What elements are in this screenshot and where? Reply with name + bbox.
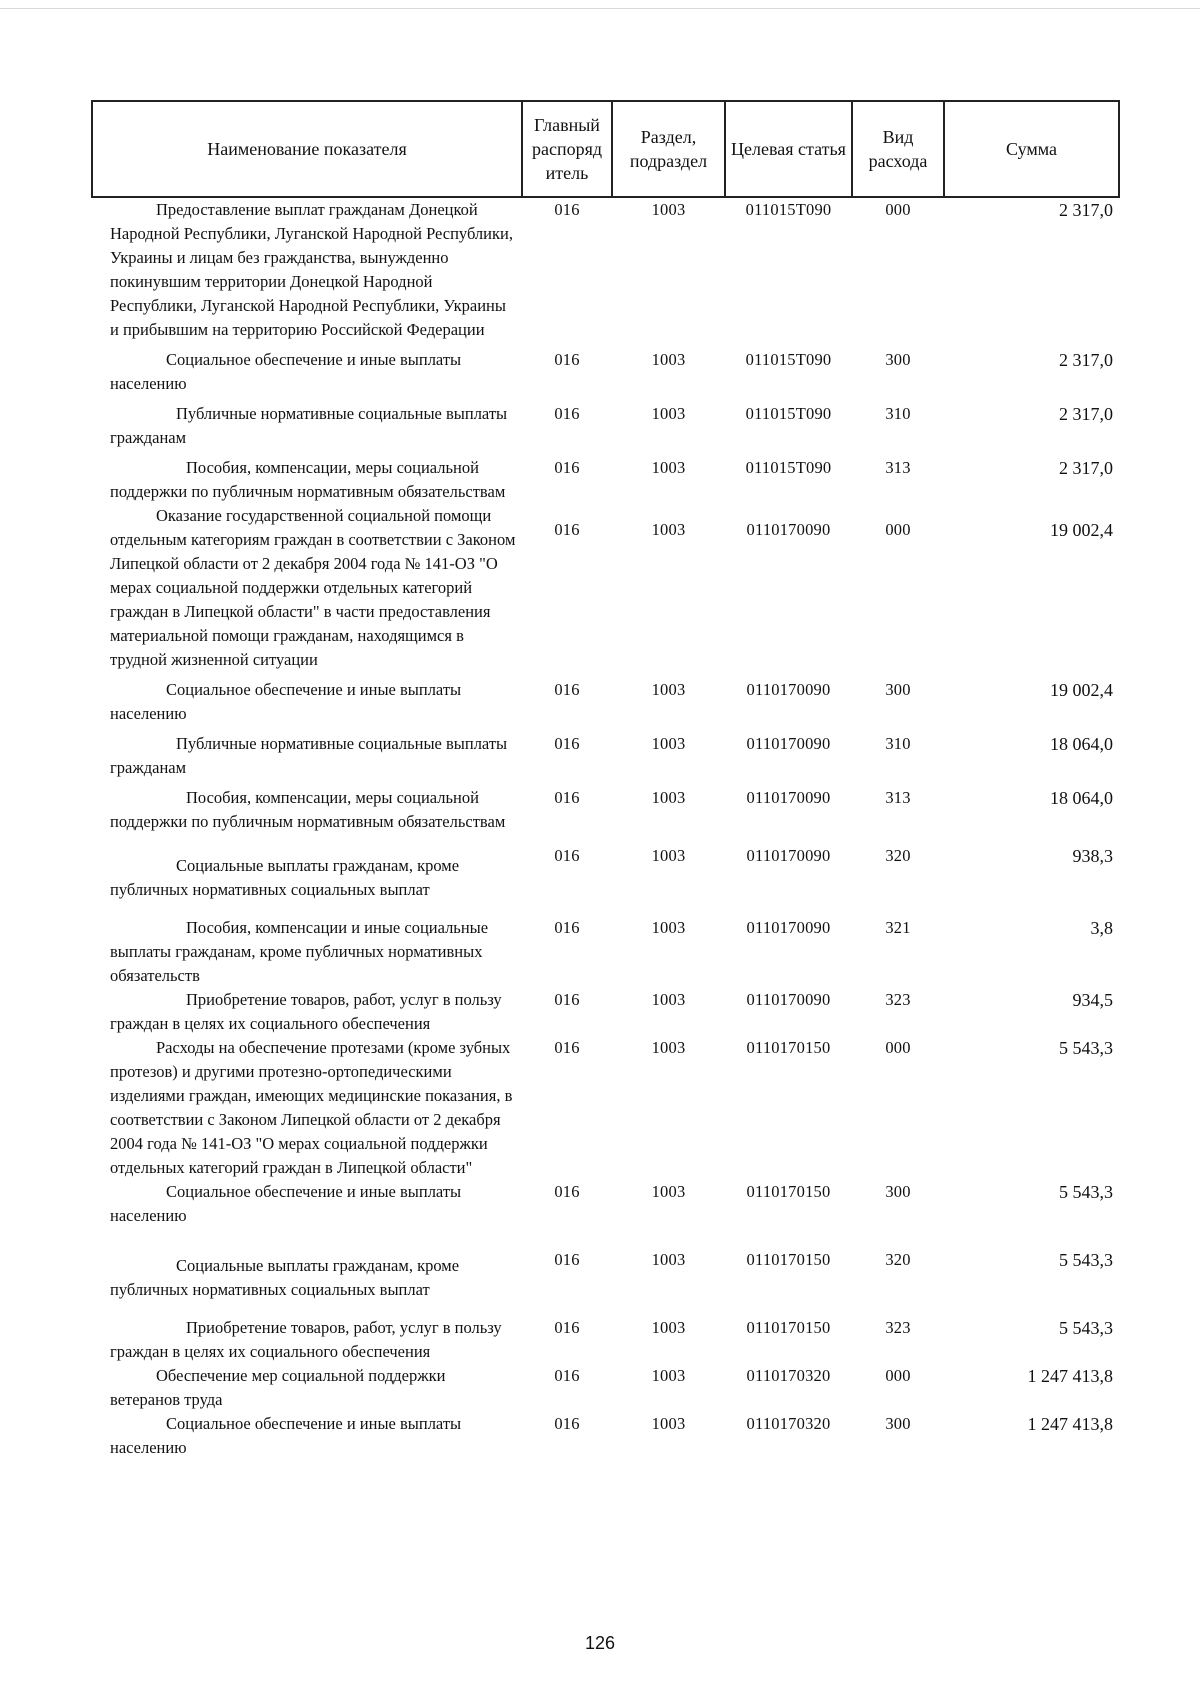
row-section: 1003 [651,918,686,937]
table-row [92,834,1119,916]
row-sum: 19 002,4 [1050,680,1113,700]
row-sum: 934,5 [1072,990,1113,1010]
table-row [92,916,1119,988]
row-name: Приобретение товаров, работ, услуг в пользу граждан в целях их социального обеспечения [110,990,502,1033]
row-expense-type: 000 [885,200,911,219]
row-expense-type: 323 [885,990,911,1009]
row-expense-type: 300 [885,680,911,699]
row-target: 011015T090 [745,458,832,477]
row-name: Приобретение товаров, работ, услуг в пользу граждан в целях их социального обеспечения [110,1318,502,1361]
row-sum: 1 247 413,8 [1027,1366,1113,1386]
row-sum: 1 247 413,8 [1027,1414,1113,1434]
row-gr: 016 [554,1182,580,1201]
row-section: 1003 [651,788,686,807]
header-section: Раздел, подраздел [612,101,725,197]
table-row [92,1364,1119,1412]
header-sum: Сумма [944,101,1119,197]
row-section: 1003 [651,1182,686,1201]
row-gr: 016 [554,1366,580,1385]
row-gr: 016 [554,350,580,369]
table-body [92,197,1119,1460]
row-gr: 016 [554,918,580,937]
row-section: 1003 [651,1414,686,1433]
table-row [92,988,1119,1036]
row-name: Социальные выплаты гражданам, кроме публичных нормативных социальных выплат [110,856,460,899]
header-name: Наименование показателя [92,101,522,197]
row-section: 1003 [651,1318,686,1337]
row-name: Пособия, компенсации и иные социальные выплаты гражданам, кроме публичных нормативных обязательств [110,918,489,985]
row-expense-type: 000 [885,1366,911,1385]
table-row [92,1180,1119,1228]
row-gr: 016 [554,404,580,423]
row-sum: 2 317,0 [1059,350,1113,370]
row-section: 1003 [651,200,686,219]
row-gr: 016 [554,520,580,539]
row-section: 1003 [651,1038,686,1057]
row-name: Социальное обеспечение и иные выплаты населению [110,1414,462,1457]
table-row [92,1412,1119,1460]
table-row [92,780,1119,834]
row-target: 0110170090 [746,990,831,1009]
table-row [92,1036,1119,1180]
row-expense-type: 300 [885,1182,911,1201]
row-target: 0110170090 [746,734,831,753]
row-name: Социальные выплаты гражданам, кроме публичных нормативных социальных выплат [110,1256,460,1299]
row-name: Публичные нормативные социальные выплаты гражданам [110,404,508,447]
row-expense-type: 300 [885,1414,911,1433]
row-expense-type: 310 [885,734,911,753]
row-target: 0110170150 [746,1250,831,1269]
row-expense-type: 320 [885,1250,911,1269]
row-sum: 5 543,3 [1059,1250,1113,1270]
row-section: 1003 [651,734,686,753]
row-gr: 016 [554,1414,580,1433]
table-row [92,450,1119,504]
row-name: Пособия, компенсации, меры социальной поддержки по публичным нормативным обязательствам [110,458,506,501]
row-gr: 016 [554,1318,580,1337]
row-gr: 016 [554,458,580,477]
row-expense-type: 000 [885,1038,911,1057]
row-section: 1003 [651,990,686,1009]
row-target: 0110170090 [746,846,831,865]
row-sum: 19 002,4 [1050,520,1113,540]
row-target: 0110170090 [746,520,831,539]
row-target: 0110170150 [746,1318,831,1337]
budget-table-container [91,100,1118,1460]
row-expense-type: 321 [885,918,911,937]
row-sum: 2 317,0 [1059,458,1113,478]
row-section: 1003 [651,404,686,423]
row-sum: 3,8 [1090,918,1113,938]
row-expense-type: 310 [885,404,911,423]
row-section: 1003 [651,458,686,477]
row-expense-type: 320 [885,846,911,865]
row-section: 1003 [651,680,686,699]
table-row [92,1228,1119,1316]
row-target: 0110170090 [746,788,831,807]
row-target: 0110170150 [746,1182,831,1201]
row-gr: 016 [554,680,580,699]
scan-edge-line [0,8,1200,9]
row-gr: 016 [554,734,580,753]
table-row [92,504,1119,672]
row-name: Расходы на обеспечение протезами (кроме зубных протезов) и другими протезно-ортопедическими изделиями граждан, имеющих медицинские показания, в соответствии с Законом Липецкой области от 2 декабря 2004 года № 141-ОЗ "О мерах социальной поддержки отдельных категорий граждан в Липецкой области" [110,1038,513,1177]
header-chief-manager: Главный распоряд итель [522,101,612,197]
row-sum: 5 543,3 [1059,1318,1113,1338]
row-target: 0110170090 [746,918,831,937]
row-name: Социальное обеспечение и иные выплаты населению [110,350,462,393]
table-row [92,672,1119,726]
row-gr: 016 [554,846,580,865]
row-name: Пособия, компенсации, меры социальной поддержки по публичным нормативным обязательствам [110,788,506,831]
row-sum: 18 064,0 [1050,788,1113,808]
row-expense-type: 000 [885,520,911,539]
row-target: 0110170320 [746,1414,831,1433]
row-target: 0110170320 [746,1366,831,1385]
table-row [92,1316,1119,1364]
row-target: 011015T090 [745,350,832,369]
row-target: 011015T090 [745,404,832,423]
row-expense-type: 323 [885,1318,911,1337]
row-target: 011015T090 [745,200,832,219]
row-gr: 016 [554,788,580,807]
budget-table [91,100,1120,1460]
row-sum: 2 317,0 [1059,200,1113,220]
table-row [92,396,1119,450]
row-sum: 2 317,0 [1059,404,1113,424]
row-name: Социальное обеспечение и иные выплаты населению [110,680,462,723]
row-sum: 5 543,3 [1059,1038,1113,1058]
row-gr: 016 [554,990,580,1009]
row-name: Социальное обеспечение и иные выплаты населению [110,1182,462,1225]
row-sum: 938,3 [1072,846,1113,866]
row-name: Публичные нормативные социальные выплаты гражданам [110,734,508,777]
row-section: 1003 [651,846,686,865]
row-name: Оказание государственной социальной помощи отдельным категориям граждан в соответствии с Законом Липецкой области от 2 декабря 2004 года № 141-ОЗ "О мерах социальной поддержки отдельных категорий граждан в Липецкой области" в части предоставления материальной помощи гражданам, находящимся в трудной жизненной ситуации [110,506,516,669]
table-row [92,197,1119,342]
row-gr: 016 [554,200,580,219]
row-name: Обеспечение мер социальной поддержки ветеранов труда [110,1366,446,1409]
row-name: Предоставление выплат гражданам Донецкой Народной Республики, Луганской Народной Республики, Украины и лицам без гражданства, вынужденно покинувшим территории Донецкой Народной Республики, Луганской Народной Республики, Украины и прибывшим на территорию Российской Федерации [110,200,513,339]
row-gr: 016 [554,1250,580,1269]
row-expense-type: 300 [885,350,911,369]
page-number: 126 [584,1633,616,1653]
row-target: 0110170150 [746,1038,831,1057]
row-sum: 18 064,0 [1050,734,1113,754]
row-target: 0110170090 [746,680,831,699]
row-section: 1003 [651,1250,686,1269]
row-expense-type: 313 [885,458,911,477]
table-header [92,101,1119,197]
row-section: 1003 [651,350,686,369]
table-row [92,726,1119,780]
row-section: 1003 [651,1366,686,1385]
row-expense-type: 313 [885,788,911,807]
header-expense-type: Вид расхода [852,101,944,197]
table-row [92,342,1119,396]
header-target-article: Целевая статья [725,101,852,197]
row-sum: 5 543,3 [1059,1182,1113,1202]
row-section: 1003 [651,520,686,539]
row-gr: 016 [554,1038,580,1057]
